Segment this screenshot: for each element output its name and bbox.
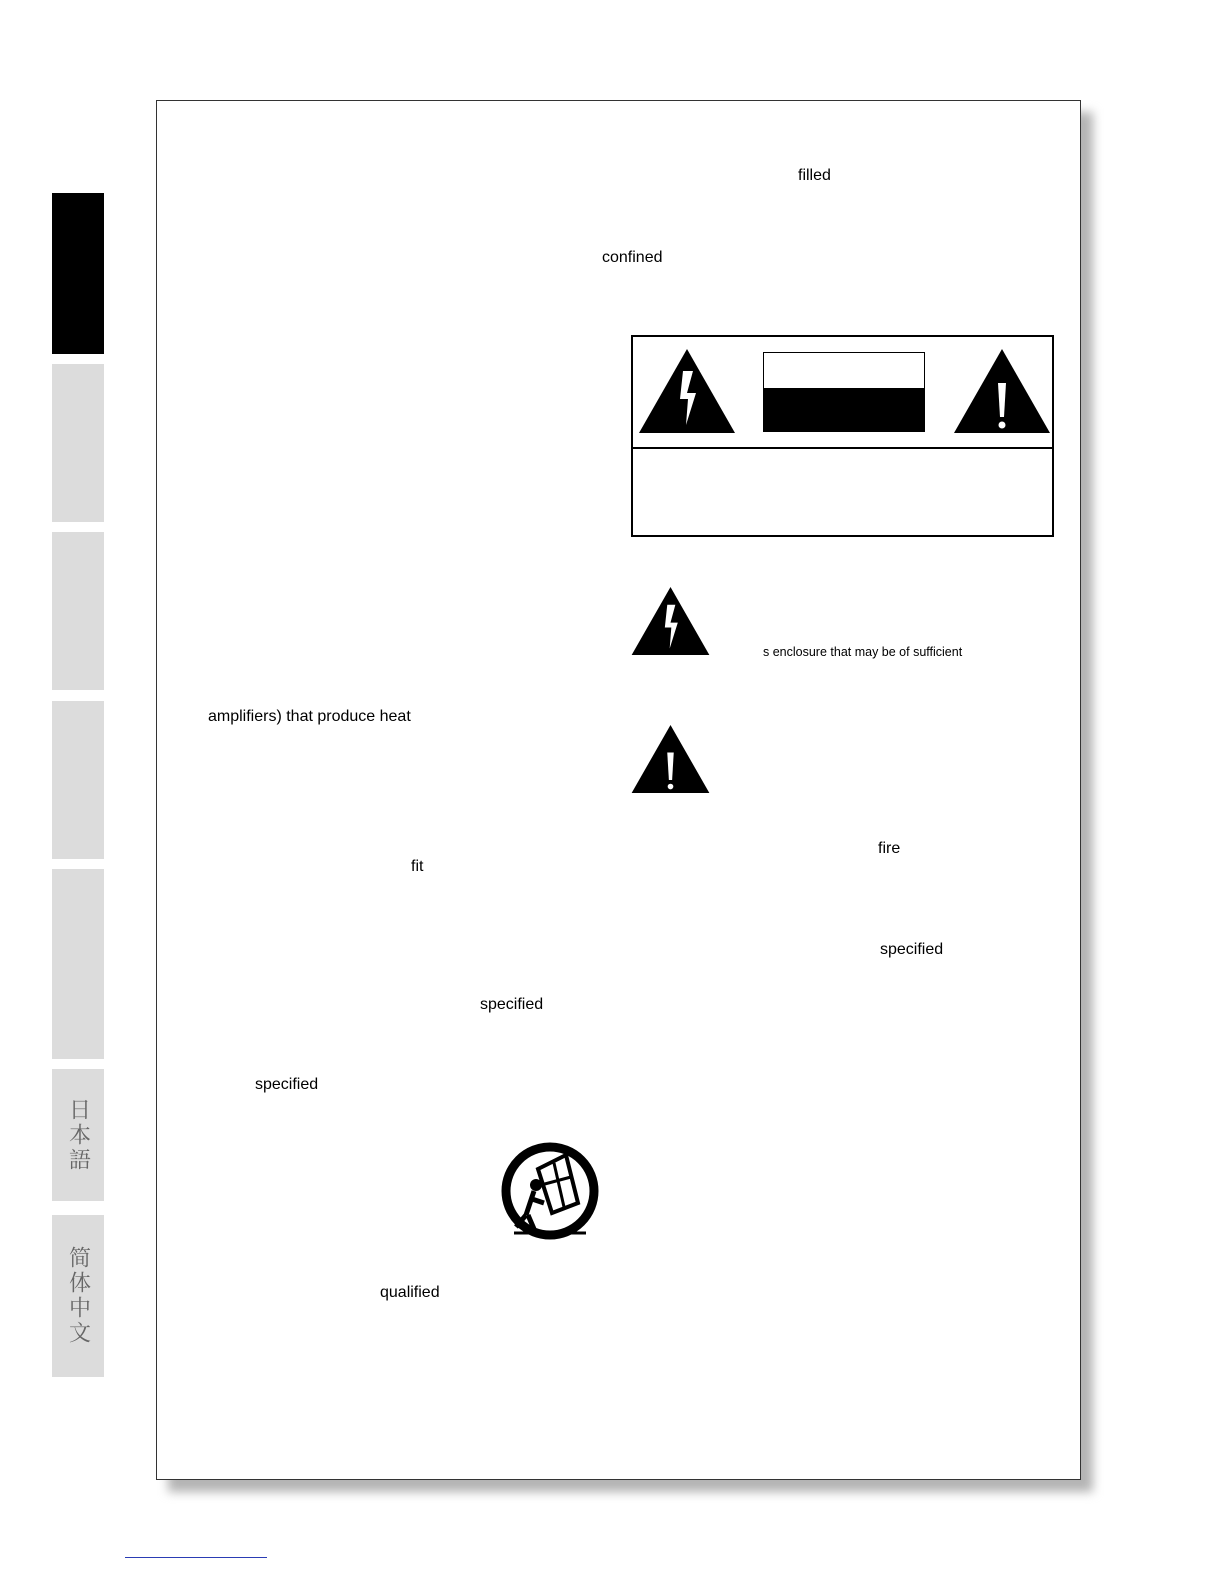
warning-box-divider: [633, 447, 1052, 449]
caution-label-bottom: [764, 388, 924, 431]
side-tab-2[interactable]: [52, 364, 104, 522]
exclamation-warning-triangle-icon: [631, 725, 710, 793]
caution-label: [763, 352, 925, 432]
text-qualified: qualified: [380, 1284, 440, 1301]
side-tab-chinese[interactable]: [52, 1215, 104, 1377]
side-tab-4[interactable]: [52, 701, 104, 859]
page-frame: [156, 100, 1081, 1480]
side-tab-japanese[interactable]: [52, 1069, 104, 1201]
side-tab-label: 日本語: [65, 1097, 91, 1173]
side-tab-5[interactable]: [52, 869, 104, 1059]
side-tab-label: [52, 193, 104, 354]
text-specified-left: specified: [255, 1076, 319, 1093]
text-amplifiers: amplifiers) that produce heat: [208, 708, 411, 725]
lightning-warning-triangle-icon: [639, 349, 735, 433]
side-tab-3[interactable]: [52, 532, 104, 690]
warning-box: [631, 335, 1054, 537]
lightning-warning-triangle-icon: [631, 587, 710, 655]
caution-label-top: [764, 353, 924, 389]
no-cart-tip-over-icon: [500, 1141, 600, 1241]
text-fire: fire: [878, 840, 901, 857]
text-specified-right: specified: [880, 941, 944, 958]
side-tab-label: [52, 532, 104, 690]
text-fit: fit: [411, 858, 424, 875]
side-tab-label: [52, 364, 104, 522]
footer-link-underline[interactable]: [125, 1557, 267, 1558]
side-tab-1[interactable]: [52, 193, 104, 354]
text-filled: filled: [798, 167, 831, 184]
text-confined: confined: [602, 249, 663, 266]
exclamation-warning-triangle-icon: [954, 349, 1050, 433]
text-specified-mid: specified: [480, 996, 544, 1013]
side-tab-label: [52, 869, 104, 1059]
side-tab-label: 简体中文: [65, 1246, 91, 1346]
side-tab-label: [52, 701, 104, 859]
text-enclosure: s enclosure that may be of sufficient: [763, 645, 963, 659]
